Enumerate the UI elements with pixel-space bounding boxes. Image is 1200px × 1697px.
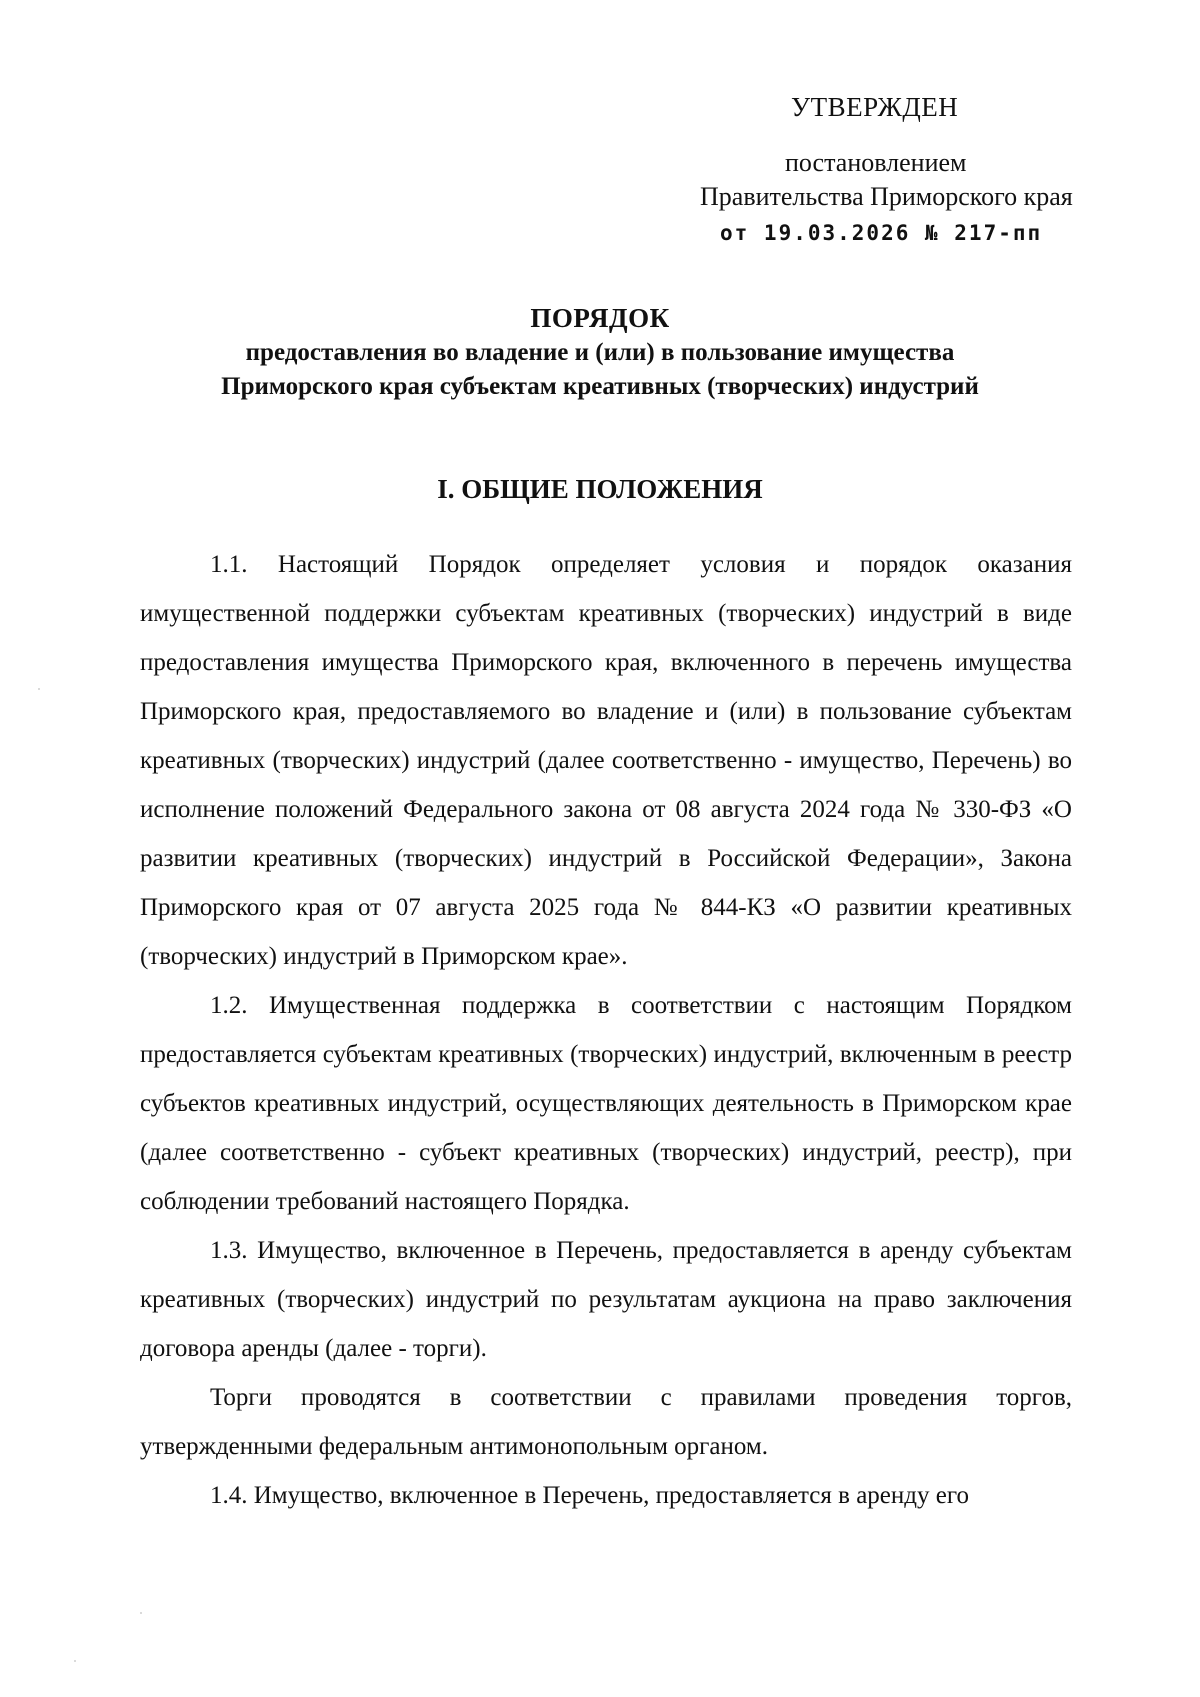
scan-artifact bbox=[74, 1660, 76, 1662]
approval-stamp: УТВЕРЖДЕН bbox=[791, 92, 959, 122]
approval-line-resolution: постановлением bbox=[785, 148, 967, 177]
paragraph-1-4: 1.4. Имущество, включенное в Перечень, предоставляется в аренду его bbox=[210, 1482, 969, 1509]
approval-line-government: Правительства Приморского края bbox=[700, 182, 1073, 211]
approval-line-date-number: от 19.03.2026 № 217-пп bbox=[720, 221, 1043, 245]
scan-artifact bbox=[140, 1612, 142, 1614]
document-title: ПОРЯДОК bbox=[530, 303, 670, 333]
paragraph-tenders: Торги проводятся в соответствии с правилами проведения торгов, утвержденными федеральным антимонопольным органом. bbox=[140, 1384, 1072, 1460]
document-subtitle-line-1: предоставления во владение и (или) в пользование имущества bbox=[245, 339, 955, 366]
scan-artifact bbox=[38, 688, 40, 690]
paragraph-1-1: 1.1. Настоящий Порядок определяет условия и порядок оказания имущественной поддержки субъектам креативных (творческих) индустрий в виде предоставления имущества Приморского края, включенного в перечень имущества Приморского края, предоставляемого во владение и (или) в пользование субъектам креативных (творческих) индустрий (далее соответственно - имущество, Перечень) во исполнение положений Федерального закона от 08 августа 2024 года № 330-ФЗ «О развитии креативных (творческих) индустрий в Российской Федерации», Закона Приморского края от 07 августа 2025 года № 844-КЗ «О развитии креативных (творческих) индустрий в Приморском крае». bbox=[140, 551, 1072, 970]
section-heading: I. ОБЩИЕ ПОЛОЖЕНИЯ bbox=[437, 474, 763, 504]
document-body bbox=[140, 540, 1072, 1520]
document-title-block bbox=[130, 300, 1070, 404]
paragraph-1-2: 1.2. Имущественная поддержка в соответствии с настоящим Порядком предоставляется субъектам креативных (творческих) индустрий, включенным в реестр субъектов креативных индустрий, осуществляющих деятельность в Приморском крае (далее соответственно - субъект креативных (творческих) индустрий, реестр), при соблюдении требований настоящего Порядка. bbox=[140, 992, 1072, 1215]
paragraph-1-3: 1.3. Имущество, включенное в Перечень, предоставляется в аренду субъектам креативных (творческих) индустрий по результатам аукциона на право заключения договора аренды (далее - торги). bbox=[140, 1237, 1072, 1362]
document-subtitle-line-2: Приморского края субъектам креативных (творческих) индустрий bbox=[221, 373, 979, 400]
